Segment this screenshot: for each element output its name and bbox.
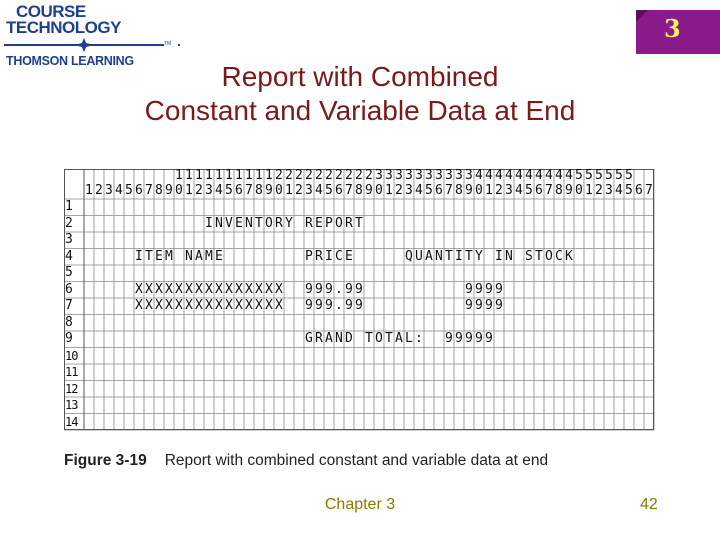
header-digit: 3 (415, 168, 423, 183)
header-digit: 2 (285, 168, 293, 183)
header-digit: 3 (445, 168, 453, 183)
header-digit: 2 (495, 183, 503, 198)
header-digit: 1 (585, 183, 593, 198)
grid-cell-char: M (165, 248, 173, 264)
grid-cell-char: 9 (465, 298, 473, 313)
header-digit: 4 (475, 168, 483, 183)
row-number: 4 (65, 248, 73, 264)
header-digit: 7 (245, 183, 253, 198)
header-digit: 1 (225, 168, 233, 183)
header-digit: 3 (375, 168, 383, 183)
grid-cell-char: 9 (355, 298, 363, 313)
header-digit: 2 (325, 168, 333, 183)
header-digit: 0 (375, 183, 383, 198)
header-digit: 2 (295, 183, 303, 198)
grid-cell-char: R (275, 215, 283, 231)
grid-cell-char: T (145, 248, 153, 264)
header-digit: 0 (575, 183, 583, 198)
header-digit: 4 (615, 183, 623, 198)
header-digit: 1 (485, 183, 493, 198)
header-digit: 5 (595, 168, 603, 183)
grid-cell-char: 9 (315, 298, 323, 313)
header-digit: 4 (315, 183, 323, 198)
header-digit: 8 (155, 183, 163, 198)
grid-cell-char: X (265, 298, 273, 313)
grid-cell-char: 9 (495, 298, 503, 313)
grid-cell-char: 9 (475, 281, 483, 297)
header-digit: 6 (635, 183, 643, 198)
header-digit: 9 (165, 183, 173, 198)
grid-cell-char: T (355, 215, 363, 231)
row-number: 12 (65, 381, 78, 396)
grid-cell-char: O (265, 215, 273, 231)
header-digit: 8 (355, 183, 363, 198)
grid-cell-char: T (445, 248, 453, 264)
header-digit: 1 (195, 168, 203, 183)
header-digit: 2 (395, 183, 403, 198)
header-digit: 4 (515, 168, 523, 183)
grid-cell-char: L (405, 331, 413, 346)
header-digit: 2 (345, 168, 353, 183)
logo-line-course: COURSE (16, 2, 86, 21)
header-digit: 4 (535, 168, 543, 183)
grid-cell-char: 9 (315, 281, 323, 297)
grid-cell-char: 9 (455, 331, 463, 346)
grid-cell-char: X (155, 298, 163, 313)
grid-cell-char: X (275, 298, 283, 313)
header-digit: 4 (505, 168, 513, 183)
grid-cell-char: D (345, 331, 353, 346)
grid-cell-char: S (525, 248, 533, 264)
header-digit: 9 (565, 183, 573, 198)
grid-cell-char: X (175, 298, 183, 313)
grid-cell-char: A (425, 248, 433, 264)
header-digit: 2 (295, 168, 303, 183)
header-digit: 3 (405, 183, 413, 198)
grid-cell-char: N (435, 248, 443, 264)
grid-cell-char: A (325, 331, 333, 346)
header-digit: 8 (555, 183, 563, 198)
print-chart-grid (64, 169, 656, 439)
grid-cell-char: 9 (355, 281, 363, 297)
grid-cell-char: 9 (445, 331, 453, 346)
header-digit: 3 (425, 168, 433, 183)
header-digit: 3 (395, 168, 403, 183)
row-number: 8 (65, 314, 73, 330)
header-digit: 2 (305, 168, 313, 183)
row-number: 10 (65, 348, 78, 363)
header-digit: 1 (185, 168, 193, 183)
grid-cell-char: X (195, 281, 203, 297)
header-digit: 3 (435, 168, 443, 183)
grid-cell-char: X (175, 281, 183, 297)
header-digit: 4 (565, 168, 573, 183)
header-digit: 2 (95, 183, 103, 198)
logo-star-divider (4, 38, 164, 52)
header-digit: 5 (225, 183, 233, 198)
grid-cell-char: E (345, 248, 353, 264)
grid-cell-char: : (415, 331, 423, 346)
header-digit: 4 (525, 168, 533, 183)
grid-cell-char: X (195, 298, 203, 313)
grid-cell-char: 9 (305, 298, 313, 313)
header-digit: 1 (245, 168, 253, 183)
grid-cell-char: X (165, 281, 173, 297)
grid-cell-char: X (265, 281, 273, 297)
grid-cell-char: E (215, 248, 223, 264)
header-digit: 5 (615, 168, 623, 183)
grid-cell-char: R (315, 248, 323, 264)
grid-cell-char: R (315, 331, 323, 346)
header-digit: 1 (265, 168, 273, 183)
grid-cell-char: 9 (475, 331, 483, 346)
row-number: 9 (65, 331, 73, 346)
header-digit: 3 (455, 168, 463, 183)
grid-cell-char: V (225, 215, 233, 231)
slide-title (0, 60, 720, 128)
header-digit: 4 (515, 183, 523, 198)
header-digit: 1 (255, 168, 263, 183)
grid-cell-char: E (235, 215, 243, 231)
header-digit: 4 (495, 168, 503, 183)
header-digit: 5 (625, 183, 633, 198)
header-digit: 6 (535, 183, 543, 198)
footer-chapter: Chapter 3 (324, 496, 396, 513)
grid-cell-char: X (135, 298, 143, 313)
logo-trademark: TM (164, 41, 172, 47)
grid-cell-char: P (325, 215, 333, 231)
header-digit: 8 (255, 183, 263, 198)
header-digit: 5 (425, 183, 433, 198)
grid-cell-char: E (315, 215, 323, 231)
row-number: 11 (65, 365, 78, 379)
header-digit: 1 (235, 168, 243, 183)
grid-cell-char: X (145, 298, 153, 313)
grid-cell-char: 9 (485, 281, 493, 297)
figure-caption-text: Report with combined constant and variable data at end (164, 452, 549, 469)
grid-cell-char: 9 (325, 298, 333, 313)
header-digit: 4 (485, 168, 493, 183)
grid-cell-char: N (215, 215, 223, 231)
header-digit: 7 (345, 183, 353, 198)
row-number: 5 (65, 265, 73, 280)
header-digit: 2 (365, 168, 373, 183)
grid-cell-char: X (185, 298, 193, 313)
header-digit: 6 (335, 183, 343, 198)
figure-caption (64, 452, 548, 470)
header-digit: 7 (645, 183, 653, 198)
grid-cell-char: . (335, 281, 343, 297)
grid-cell-char: C (555, 248, 563, 264)
header-digit: 4 (415, 183, 423, 198)
header-digit: 9 (265, 183, 273, 198)
grid-cell-char: X (205, 298, 213, 313)
logo-line-thomson-learning: THOMSON LEARNING (6, 54, 134, 68)
grid-cell-char: X (245, 281, 253, 297)
header-digit: 5 (575, 168, 583, 183)
grid-cell-char: 9 (345, 281, 353, 297)
header-digit: 2 (195, 183, 203, 198)
header-digit: 5 (325, 183, 333, 198)
grid-cell-char: 9 (325, 281, 333, 297)
row-number: 13 (65, 398, 78, 412)
grid-cell-char: X (235, 281, 243, 297)
row-number: 1 (65, 199, 73, 214)
grid-cell-char: X (185, 281, 193, 297)
grid-cell-char: I (205, 215, 213, 231)
header-digit: 6 (435, 183, 443, 198)
grid-cell-char: 9 (305, 281, 313, 297)
slide-title-line-2: Constant and Variable Data at End (144, 95, 576, 126)
header-digit: 4 (215, 183, 223, 198)
header-digit: 1 (85, 183, 93, 198)
grid-cell-char: X (255, 298, 263, 313)
grid-cell-char: E (155, 248, 163, 264)
grid-cell-char: O (545, 248, 553, 264)
grid-cell-char: U (415, 248, 423, 264)
grid-cell-char: X (235, 298, 243, 313)
header-digit: 7 (445, 183, 453, 198)
grid-cell-char: 9 (345, 298, 353, 313)
grid-cell-char: R (305, 215, 313, 231)
grid-cell-char: T (535, 248, 543, 264)
header-digit: 2 (355, 168, 363, 183)
header-digit: 5 (525, 183, 533, 198)
grid-cell-char: X (255, 281, 263, 297)
header-digit: 3 (405, 168, 413, 183)
footer-page-number: 42 (640, 496, 658, 513)
grid-cell-char: T (255, 215, 263, 231)
header-digit: 1 (285, 183, 293, 198)
chapter-badge-number: 3 (664, 14, 681, 43)
slide-title-line-1: Report with Combined (221, 61, 499, 92)
header-digit: 2 (595, 183, 603, 198)
header-digit: 1 (385, 183, 393, 198)
header-digit: 6 (135, 183, 143, 198)
grid-cell-char: T (365, 331, 373, 346)
header-digit: 5 (605, 168, 613, 183)
grid-cell-char: A (195, 248, 203, 264)
grid-cell-char: O (335, 215, 343, 231)
header-digit: 2 (315, 168, 323, 183)
header-digit: 2 (275, 168, 283, 183)
grid-cell-char: O (375, 331, 383, 346)
header-digit: 5 (585, 168, 593, 183)
grid-cell-char: N (505, 248, 513, 264)
header-digit: 3 (305, 183, 313, 198)
header-digit: 9 (465, 183, 473, 198)
grid-cell-char: 9 (485, 331, 493, 346)
grid-cell-char: X (245, 298, 253, 313)
header-digit: 3 (385, 168, 393, 183)
logo-line-technology: TECHNOLOGY (6, 18, 121, 37)
grid-cell-char: N (245, 215, 253, 231)
decorative-dot (178, 44, 180, 46)
row-number: 3 (65, 232, 73, 247)
grid-cell-char: 9 (475, 298, 483, 313)
grid-cell-char: I (495, 248, 503, 264)
grid-cell-char: I (135, 248, 143, 264)
header-digit: 3 (505, 183, 513, 198)
grid-cell-char: C (335, 248, 343, 264)
row-number: 14 (65, 414, 78, 429)
grid-cell-char: . (335, 298, 343, 313)
grid-cell-char: X (155, 281, 163, 297)
grid-cell-char: I (455, 248, 463, 264)
header-digit: 3 (465, 168, 473, 183)
grid-cell-char: A (395, 331, 403, 346)
header-digit: 3 (105, 183, 113, 198)
grid-cell-char: X (205, 281, 213, 297)
grid-cell-char: Y (285, 215, 293, 231)
grid-cell-char: T (465, 248, 473, 264)
grid-cell-char: P (305, 248, 313, 264)
header-digit: 1 (175, 168, 183, 183)
grid-cell-char: X (135, 281, 143, 297)
header-digit: 9 (365, 183, 373, 198)
header-digit: 4 (115, 183, 123, 198)
header-digit: 4 (545, 168, 553, 183)
header-digit: 0 (275, 183, 283, 198)
header-digit: 0 (175, 183, 183, 198)
header-digit: 3 (205, 183, 213, 198)
header-digit: 7 (545, 183, 553, 198)
grid-cell-char: X (275, 281, 283, 297)
grid-cell-char: X (215, 298, 223, 313)
grid-cell-char: X (225, 298, 233, 313)
header-digit: 8 (455, 183, 463, 198)
grid-cell-char: 9 (495, 281, 503, 297)
grid-cell-char: 9 (485, 298, 493, 313)
grid-cell-char: X (225, 281, 233, 297)
header-digit: 5 (125, 183, 133, 198)
grid-cell-char: X (145, 281, 153, 297)
header-digit: 7 (145, 183, 153, 198)
header-digit: 3 (605, 183, 613, 198)
grid-cell-char: N (335, 331, 343, 346)
header-digit: 4 (555, 168, 563, 183)
grid-cell-char: X (165, 298, 173, 313)
row-number: 6 (65, 281, 73, 297)
grid-cell-char: Y (475, 248, 483, 264)
grid-cell-char: N (185, 248, 193, 264)
row-number: 2 (65, 215, 73, 231)
header-digit: 1 (185, 183, 193, 198)
header-digit: 2 (335, 168, 343, 183)
figure-label: Figure 3-19 (64, 452, 147, 469)
grid-cell-char: X (215, 281, 223, 297)
grid-cell-char: 9 (465, 331, 473, 346)
grid-cell-char: G (305, 331, 313, 346)
grid-cell-char: M (205, 248, 213, 264)
grid-cell-char: 9 (465, 281, 473, 297)
header-digit: 0 (475, 183, 483, 198)
header-digit: 6 (235, 183, 243, 198)
row-number: 7 (65, 298, 73, 313)
header-digit: 5 (625, 168, 633, 183)
grid-cell-char: T (385, 331, 393, 346)
header-digit: 1 (215, 168, 223, 183)
grid-cell-char: Q (405, 248, 413, 264)
grid-cell-char: I (325, 248, 333, 264)
grid-cell-char: K (565, 248, 573, 264)
grid-cell-char: R (345, 215, 353, 231)
header-digit: 1 (205, 168, 213, 183)
